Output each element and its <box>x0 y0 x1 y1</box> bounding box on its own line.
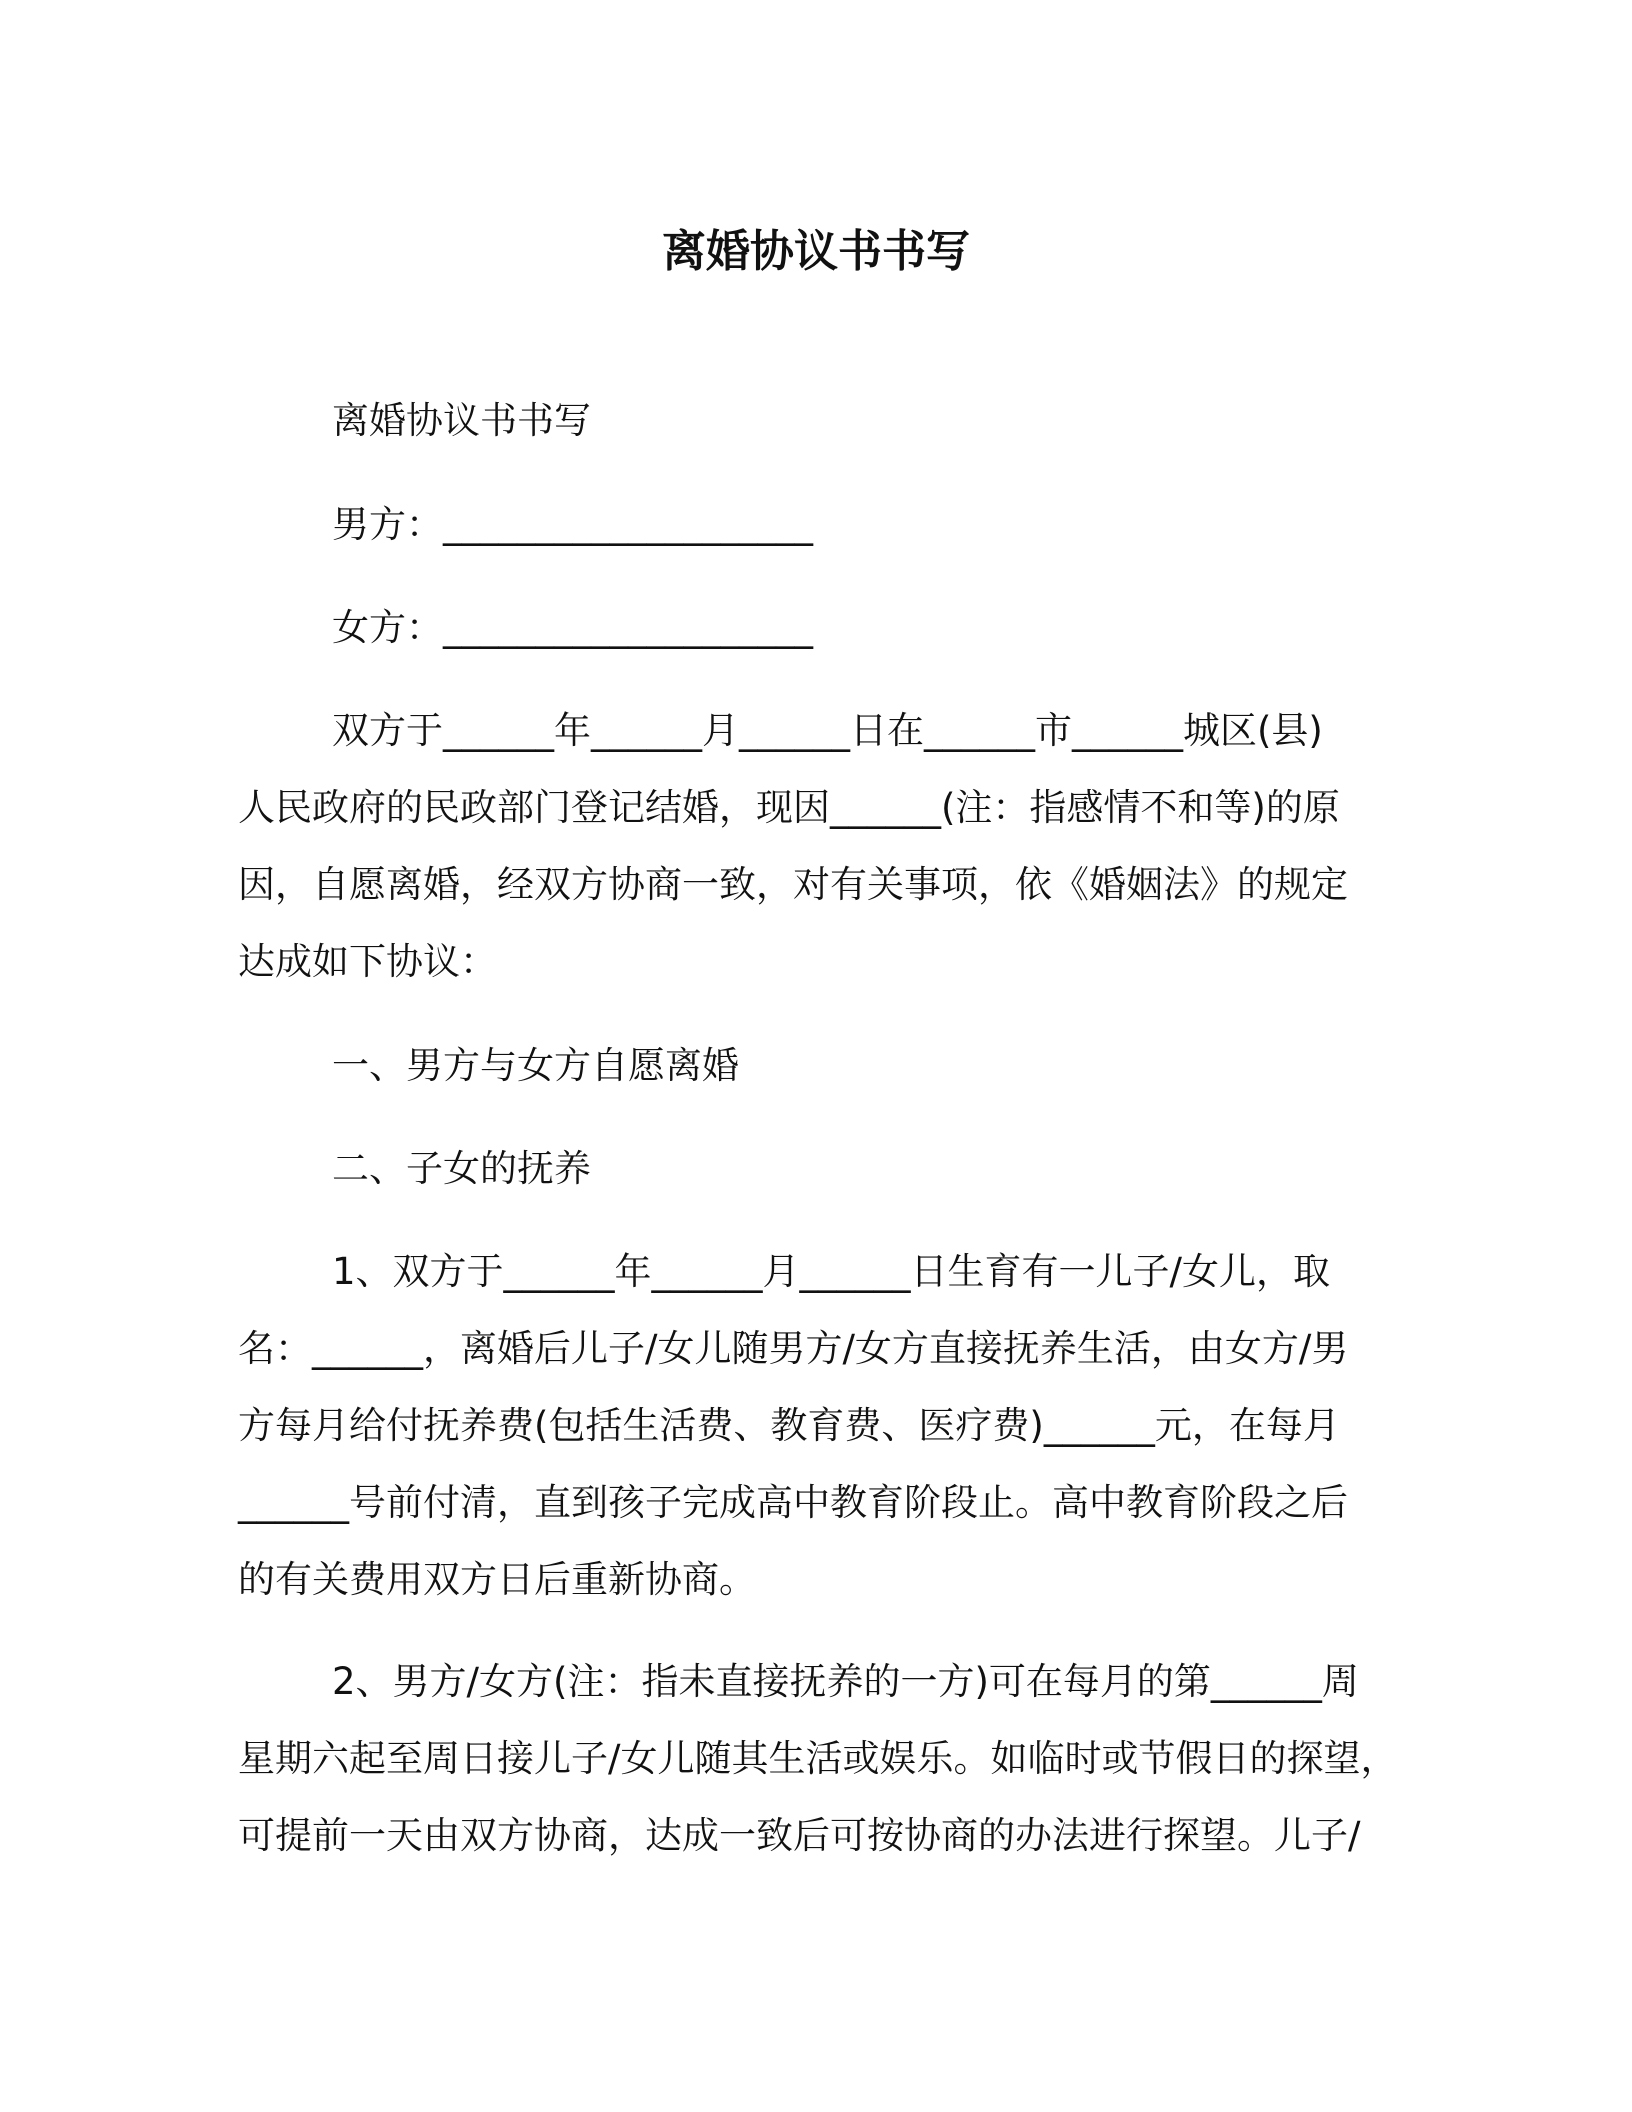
paragraph-line: 可提前一天由双方协商，达成一致后可按协商的办法进行探望。儿子/ <box>238 1814 1361 1857</box>
paragraph-line: 方每月给付抚养费(包括生活费、教育费、医疗费)______元，在每月 <box>238 1404 1340 1447</box>
paragraph-line: ______号前付清，直到孩子完成高中教育阶段止。高中教育阶段之后 <box>238 1481 1348 1524</box>
subtitle-line: 离婚协议书书写 <box>332 399 591 442</box>
section-heading: 一、男方与女方自愿离婚 <box>332 1044 739 1087</box>
page-title: 离婚协议书书写 <box>662 226 970 277</box>
paragraph-line: 名：______，离婚后儿子/女儿随男方/女方直接抚养生活，由女方/男 <box>238 1327 1349 1370</box>
paragraph-line: 人民政府的民政部门登记结婚，现因______(注：指感情不和等)的原 <box>238 786 1340 829</box>
female-party-line: 女方：____________________ <box>332 606 813 649</box>
paragraph-line: 星期六起至周日接儿子/女儿随其生活或娱乐。如临时或节假日的探望， <box>238 1737 1398 1780</box>
paragraph-line: 的有关费用双方日后重新协商。 <box>238 1558 756 1601</box>
paragraph-line: 达成如下协议： <box>238 940 497 983</box>
male-party-line: 男方：____________________ <box>332 503 813 546</box>
paragraph-line: 1、双方于______年______月______日生育有一儿子/女儿，取 <box>332 1250 1331 1293</box>
paragraph-line: 2、男方/女方(注：指未直接抚养的一方)可在每月的第______周 <box>332 1660 1359 1703</box>
section-heading: 二、子女的抚养 <box>332 1147 591 1190</box>
paragraph-line: 双方于______年______月______日在______市______城区(县) <box>332 709 1323 752</box>
paragraph-line: 因，自愿离婚，经双方协商一致，对有关事项，依《婚姻法》的规定 <box>238 863 1348 906</box>
